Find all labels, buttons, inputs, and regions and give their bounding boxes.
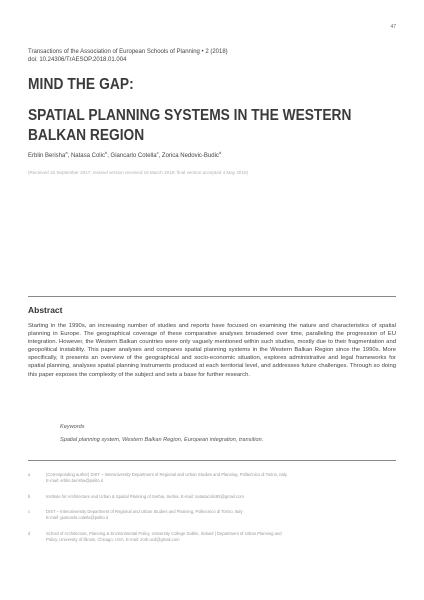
author-affiliation-mark: c xyxy=(156,150,159,155)
footnote-letter: c xyxy=(28,509,31,514)
author-separator: , xyxy=(67,153,71,159)
keywords-text: Spatial planning system, Western Balkan Region, European integration, transition. xyxy=(60,437,264,443)
footnote-letter: b xyxy=(28,494,31,499)
author-name: Natasa Colic xyxy=(70,153,105,159)
footnote-line: School of Architecture, Planning & Environmental Policy, University College Dublin, Ireland | Department of Urban Planning and xyxy=(46,531,282,536)
received-dates: (Received 16 September 2017; revised version received 16 March 2018; final version accepted 4 May 2018) xyxy=(28,170,249,175)
doi: doi: 10.24306/TrAESOP.2018.01.004 xyxy=(28,57,127,63)
abstract-heading: Abstract xyxy=(28,305,63,315)
footnote-letter: a xyxy=(28,472,31,477)
journal-citation: Transactions of the Association of European Schools of Planning • 2 (2018) xyxy=(28,49,228,55)
section-divider xyxy=(28,296,396,297)
abstract-text: Starting in the 1990s, an increasing number of studies and reports have focused on examining the nature and characteristics of spatial planning in Europe. The geographical coverage of these comparative analyses broadened over time, paralleling the progression of EU integration. However, the Western Balkan countries were only vaguely mentioned within such studies, mostly due to their fragmentation and geopolitical instability. This paper analyses and compares spatial planning systems in the Western Balkan Region since the 1990s. More specifically, it presents an overview of the geographical and socio-economic situation, explores administrative and legal frameworks for spatial planning, analyses spatial planning instruments produced at each territorial level, and addresses future challenges. Through so doing this paper exposes the complexity of the subject and sets a base for further research. xyxy=(28,323,396,378)
title-line-1: MIND THE GAP: xyxy=(28,76,134,93)
author-separator: , xyxy=(107,153,111,159)
author-affiliation-mark: b xyxy=(104,150,108,155)
page-number: 47 xyxy=(390,24,396,30)
author-affiliation-mark: d xyxy=(218,150,222,155)
title-line-2: SPATIAL PLANNING SYSTEMS IN THE WESTERN BALKAN REGION xyxy=(28,107,352,144)
author-name: Erblin Berisha xyxy=(28,153,66,159)
footnote-line: Institute for Architecture and Urban & Spatial Planning of Serbia, Serbia. E-mail: natasacolic85@gmail.com xyxy=(46,494,244,499)
author-separator: , xyxy=(158,153,162,159)
footnote-line: E-mail: erblin.berisha@polito.it xyxy=(46,478,103,483)
footnote-letter: d xyxy=(28,531,31,536)
footnote-divider xyxy=(28,460,396,461)
author-affiliation-mark: a xyxy=(65,150,68,155)
footnote-line: DIST – Interuniversity Department of Regional and Urban Studies and Planning, Politecnico di Torino, Italy xyxy=(46,509,243,514)
footnote-line: E-mail: giancarlo.cotella@polito.it xyxy=(46,515,108,520)
footnote-line: Policy, University of Illinois, Chicago, USA. E-mail: zorb.ucd@gmail.com xyxy=(46,537,180,542)
author-name: Zorica Nedovic-Budic xyxy=(161,153,219,159)
footnote-line: (Corresponding author) DIST – Interuniversity Department of Regional and Urban Studies and Planning, Politecnico di Torino, Italy xyxy=(46,472,287,477)
author-list xyxy=(28,150,221,159)
author-name: Giancarlo Cotella xyxy=(110,153,157,159)
keywords-label: Keywords xyxy=(60,424,85,430)
journal-info xyxy=(28,48,228,64)
